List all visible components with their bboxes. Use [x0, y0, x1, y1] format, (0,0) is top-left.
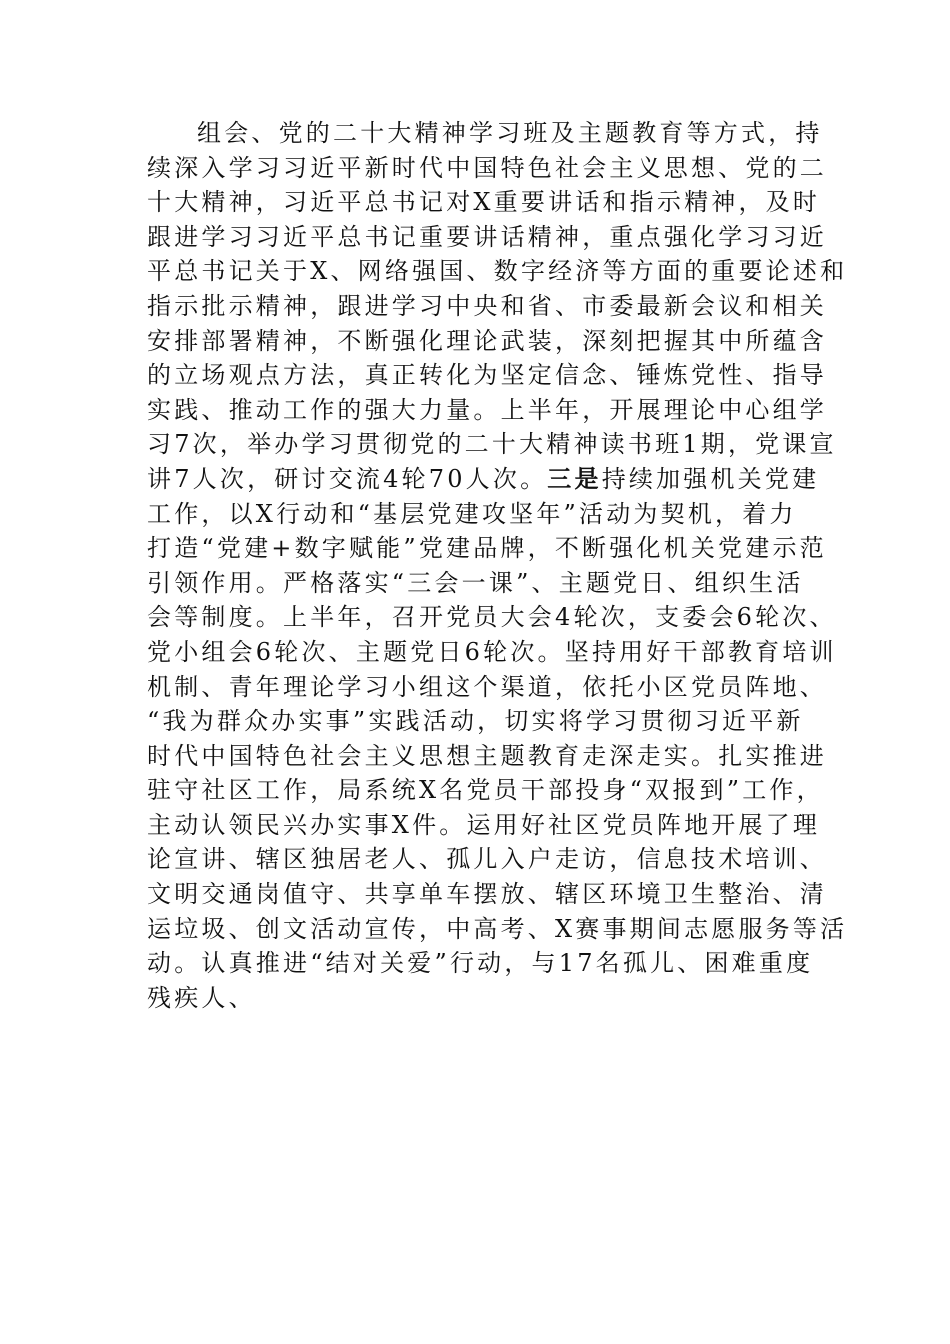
text-segment: 讲7人次，研讨交流4轮70人次。: [147, 464, 548, 493]
text-line: 组会、党的二十大精神学习班及主题教育等方式，持: [197, 119, 823, 147]
emphasis-text: 三是: [547, 464, 602, 493]
document-page: 组会、党的二十大精神学习班及主题教育等方式，持 续深入学习习近平新时代中国特色社会主义思想、党的二 十大精神，习近平总书记对X重要讲话和指示精神，及时 跟进学习习近平总书记重要讲话精神，重点强化学习习近 平总书记关于X、网络强国、数字经济等方面的重要论述和 指示批示精神，跟进学习中央和省、市委最新会议和相关 安排部署精神，不断强化理论武装，深刻把握其中所蕴含 的立场观点方法，真正转化为坚定信念、锤炼党性、指导 实践、推动工作的强大力量。上半年，开展理论中心组学 习7次，举办学习贯彻党的二十大精神读书班1期，党课宣 讲7人次，研讨交流4轮70人次。三是持续加强机关党建 工作，以X行动和“基层党建攻坚年”活动为契机，着力 打造“党建+数字赋能”党建品牌，不断强化机关党建示范 引领作用。严格落实“三会一课”、主题党日、组织生活 会等制度。上半年，召开党员大会4轮次，支委会6轮次、 党小组会6轮次、主题党日6轮次。坚持用好干部教育培训 机制、青年理论学习小组这个渠道，依托小区党员阵地、 “我为群众办实事”实践活动，切实将学习贯彻习近平新 时代中国特色社会主义思想主题教育走深走实。扎实推进 驻守社区工作，局系统X名党员干部投身“双报到”工作， 主动认领民兴办实事X件。运用好社区党员阵地开展了理 论宣讲、辖区独居老人、孤儿入户走访，信息技术培训、 文明交通岗值守、共享单车摆放、辖区环境卫生整治、清 运垃圾、创文活动宣传，中高考、X赛事期间志愿服务等活 动。认真推进“结对关爱”行动，与17名孤儿、困难重度 残疾人、: [0, 0, 950, 1344]
text-segment: 持续加强机关党建: [601, 464, 820, 493]
